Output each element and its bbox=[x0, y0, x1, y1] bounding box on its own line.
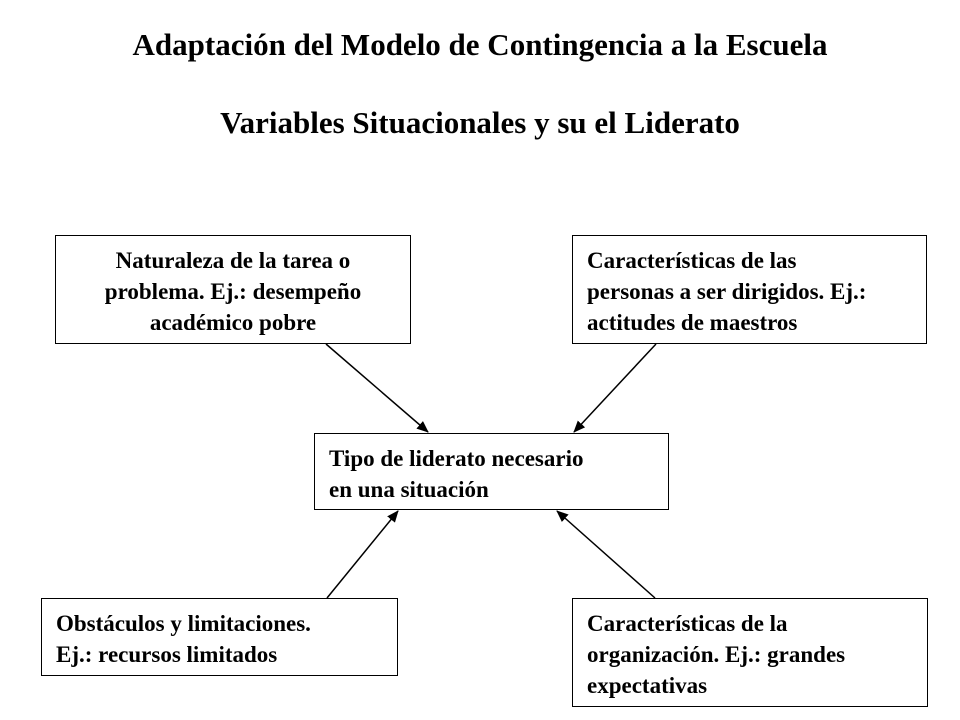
box-text-line: académico pobre bbox=[149, 310, 317, 335]
arrow-obstacles-to-leadership bbox=[327, 511, 398, 598]
box-text-line: Obstáculos y limitaciones. bbox=[56, 611, 311, 636]
box-text-line: Características de las bbox=[587, 248, 797, 273]
box-text-line: en una situación bbox=[329, 477, 489, 502]
box-text-line: actitudes de maestros bbox=[587, 310, 798, 335]
box-text-line: Ej.: recursos limitados bbox=[56, 642, 278, 667]
box-text-line: organización. Ej.: grandes bbox=[587, 642, 846, 667]
people-characteristics-box bbox=[572, 235, 927, 344]
box-text-line: expectativas bbox=[587, 673, 708, 698]
arrow-organization-to-leadership bbox=[557, 511, 655, 598]
arrow-people-to-leadership bbox=[574, 344, 656, 432]
box-text-line: Naturaleza de la tarea o bbox=[115, 248, 351, 273]
diagram-subtitle: Variables Situacionales y su el Liderato bbox=[220, 105, 740, 140]
arrow-task-to-leadership bbox=[326, 344, 428, 432]
leadership-type-box bbox=[314, 433, 669, 510]
box-text-line: Características de la bbox=[587, 611, 788, 636]
box-text-line: personas a ser dirigidos. Ej.: bbox=[587, 279, 867, 304]
box-text-line: problema. Ej.: desempeño bbox=[104, 279, 362, 304]
obstacles-box bbox=[41, 598, 398, 676]
diagram-title: Adaptación del Modelo de Contingencia a la Escuela bbox=[132, 27, 828, 62]
organization-characteristics-box bbox=[572, 598, 928, 707]
box-text-line: Tipo de liderato necesario bbox=[329, 446, 584, 471]
task-nature-box bbox=[55, 235, 411, 344]
